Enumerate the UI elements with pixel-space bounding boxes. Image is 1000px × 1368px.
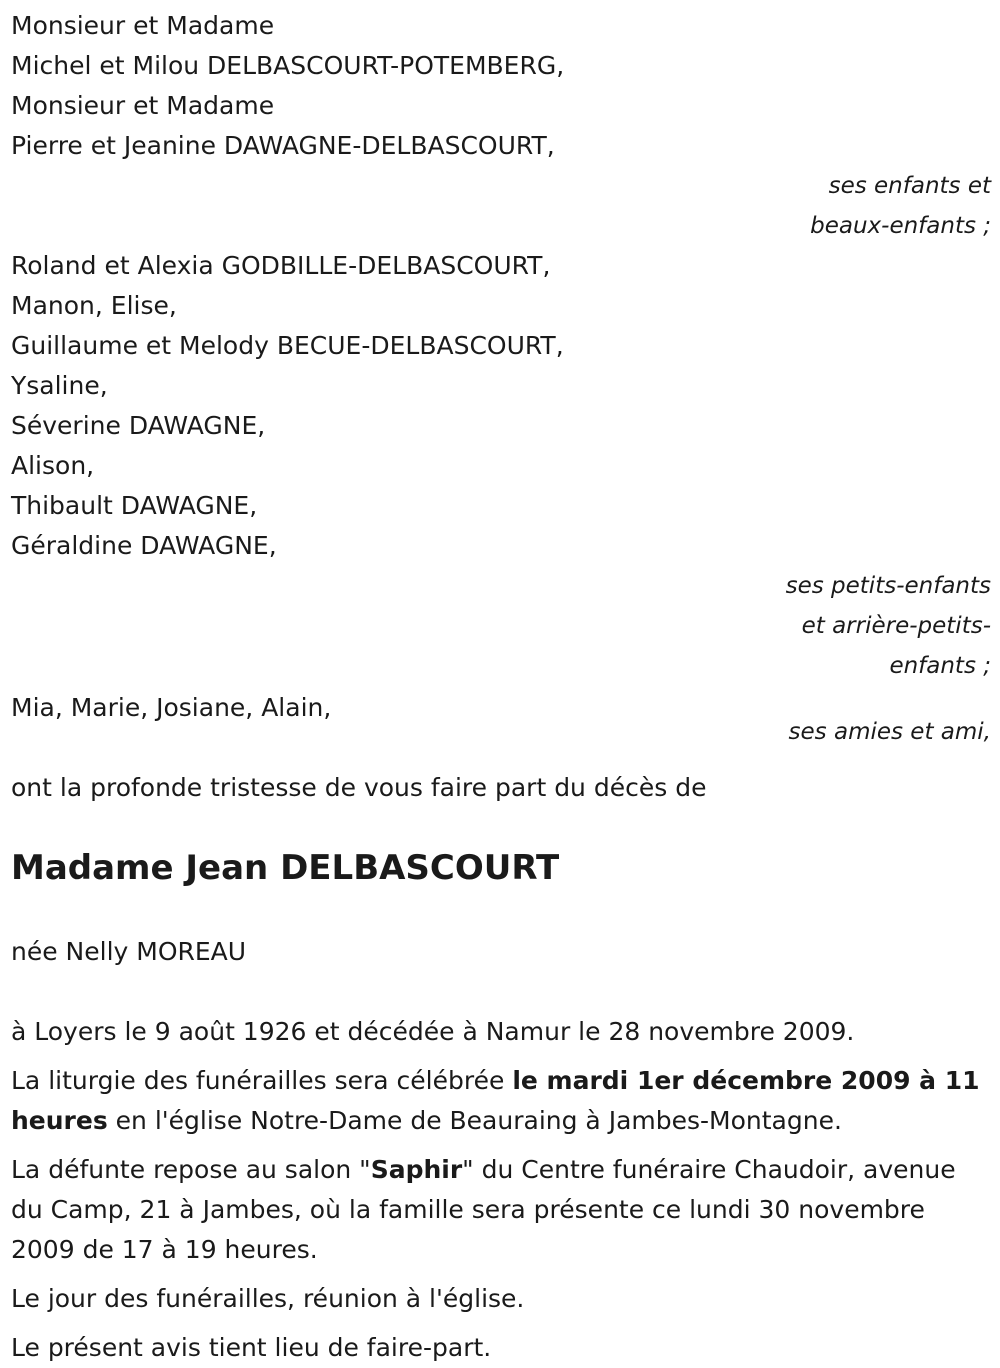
birth-name: née Nelly MOREAU — [11, 937, 247, 966]
family-block-grandchildren — [11, 246, 991, 686]
repose-text-start: La défunte repose au salon " — [11, 1155, 371, 1184]
meeting-text: Le jour des funérailles, réunion à l'église. — [11, 1284, 525, 1313]
family-block-children — [11, 6, 991, 246]
family-line: Thibault DAWAGNE, — [11, 491, 258, 520]
family-line: Mia, Marie, Josiane, Alain, — [11, 693, 332, 722]
liturgy-text-start: La liturgie des funérailles sera célébrée — [11, 1066, 513, 1095]
liturgy-text — [11, 1061, 991, 1141]
relation-label: beaux-enfants ; — [810, 213, 991, 239]
family-line: Ysaline, — [11, 371, 108, 400]
repose-text-end: " du Centre funéraire Chaudoir, avenue du Camp, 21 à Jambes, où la famille sera présente ce lundi 30 novembre 2009 de 17 à 19 heures. — [11, 1155, 956, 1264]
relation-label: ses amies et ami, — [788, 719, 991, 745]
family-line: Manon, Elise, — [11, 291, 177, 320]
liturgy-location: en l'église Notre-Dame de Beauraing à Jambes-Montagne. — [107, 1106, 842, 1135]
family-block-friends — [11, 688, 991, 752]
announcement-text: ont la profonde tristesse de vous faire part du décès de — [11, 773, 707, 802]
family-line: Géraldine DAWAGNE, — [11, 531, 277, 560]
salon-name: Saphir — [370, 1155, 463, 1184]
family-line: Alison, — [11, 451, 95, 480]
family-line: Séverine DAWAGNE, — [11, 411, 266, 440]
obituary-notice — [11, 6, 991, 1368]
birth-death-text: à Loyers le 9 août 1926 et décédée à Namur le 28 novembre 2009. — [11, 1017, 855, 1046]
relation-label: enfants ; — [889, 653, 991, 679]
relation-label: ses petits-enfants — [785, 573, 991, 599]
liturgy-date: le mardi 1er décembre 2009 à 11 heures — [11, 1066, 980, 1135]
relation-label: et arrière-petits- — [801, 613, 991, 639]
family-line: Pierre et Jeanine DAWAGNE-DELBASCOURT, — [11, 131, 555, 160]
relation-label: ses enfants et — [828, 173, 991, 199]
family-line: Michel et Milou DELBASCOURT-POTEMBERG, — [11, 51, 565, 80]
family-line: Guillaume et Melody BECUE-DELBASCOURT, — [11, 331, 564, 360]
repose-text — [11, 1150, 991, 1270]
family-line: Roland et Alexia GODBILLE-DELBASCOURT, — [11, 251, 551, 280]
family-line: Monsieur et Madame — [11, 91, 275, 120]
deceased-name: Madame Jean DELBASCOURT — [11, 848, 560, 888]
notice-text: Le présent avis tient lieu de faire-part. — [11, 1333, 492, 1362]
family-line: Monsieur et Madame — [11, 11, 275, 40]
